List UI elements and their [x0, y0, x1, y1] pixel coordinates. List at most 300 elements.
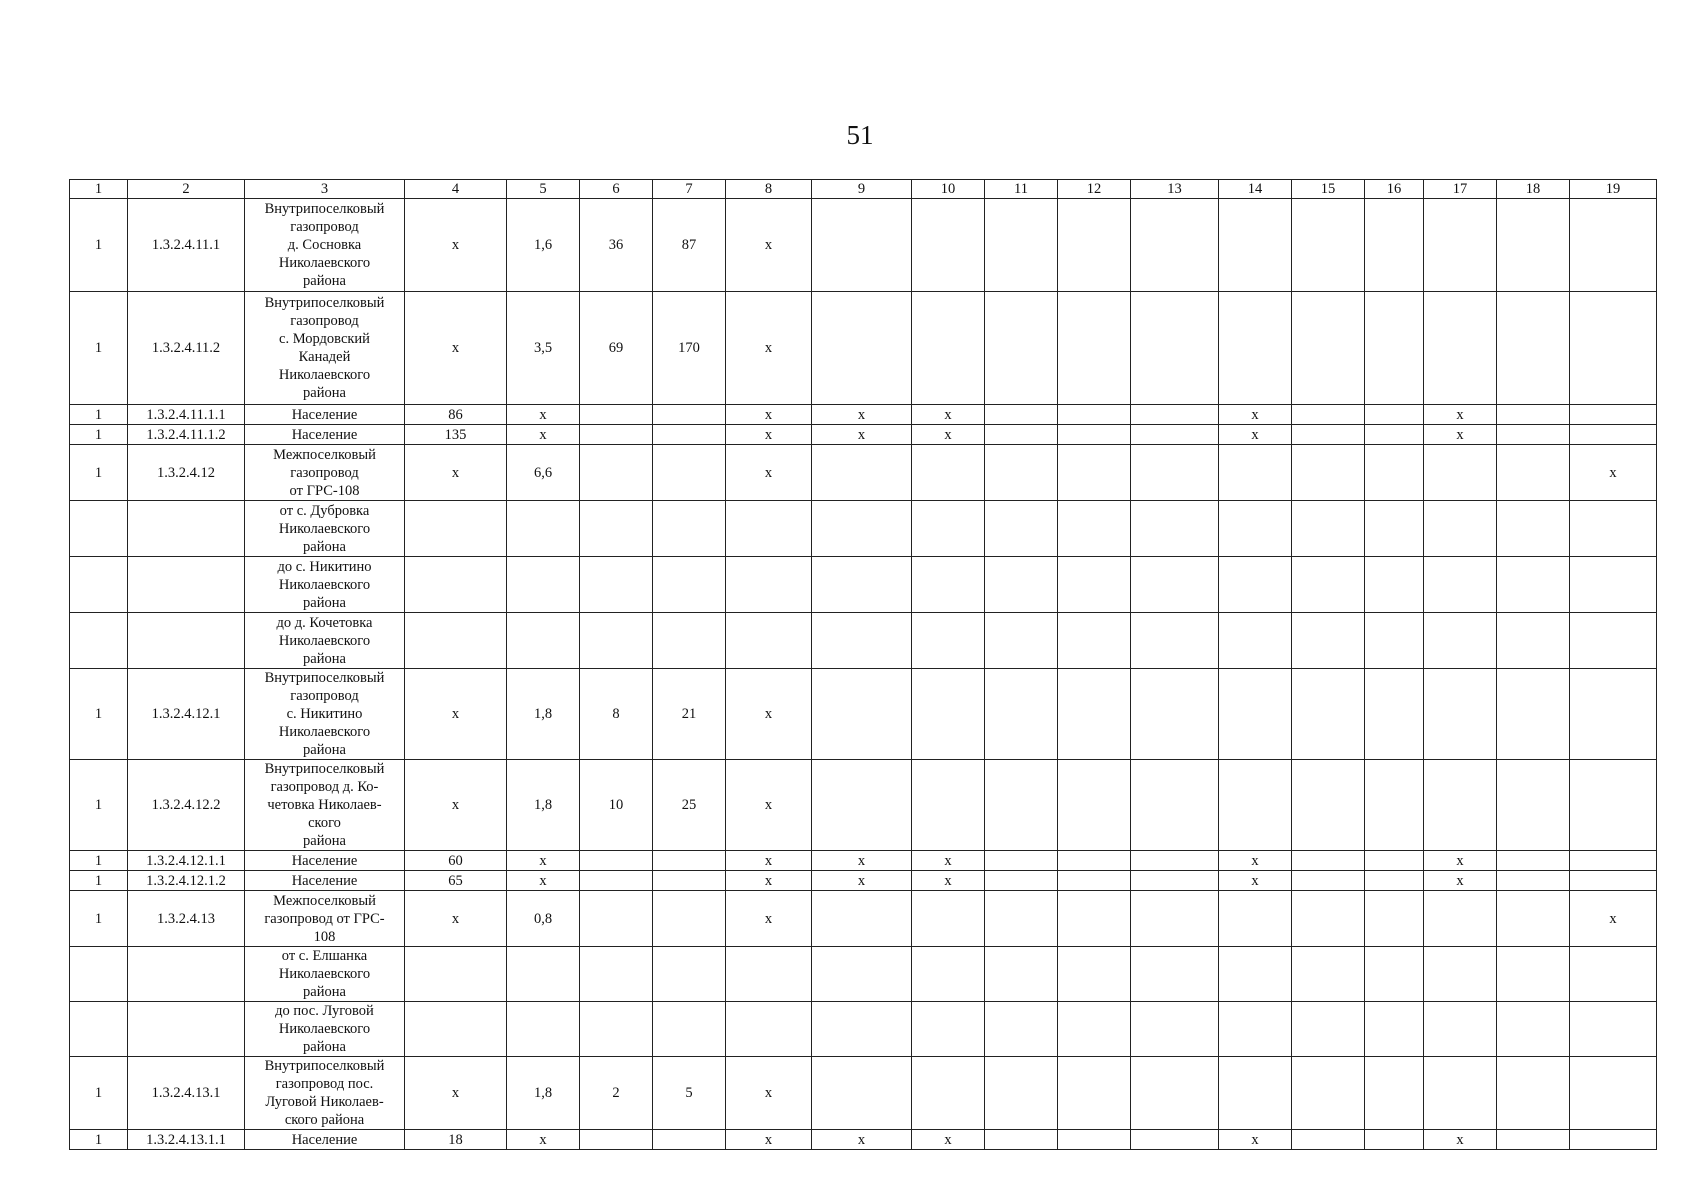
value-col-16	[1365, 1130, 1424, 1150]
value-col-11	[985, 501, 1058, 557]
value-col-15	[1292, 947, 1365, 1002]
table-body	[70, 180, 1657, 1150]
value-col-9	[812, 1002, 912, 1057]
value-col-16	[1365, 425, 1424, 445]
header-row	[70, 180, 1657, 199]
value-col-7	[653, 871, 726, 891]
column-number-16: 16	[1365, 180, 1424, 199]
value-col-11	[985, 669, 1058, 760]
value-col-17: x	[1424, 405, 1497, 425]
value-col-10	[912, 1057, 985, 1130]
value-col-18	[1497, 425, 1570, 445]
value-col-11	[985, 1057, 1058, 1130]
value-col-4: x	[405, 1057, 507, 1130]
value-col-9	[812, 292, 912, 405]
value-col-4	[405, 557, 507, 613]
value-col-8: x	[726, 199, 812, 292]
value-col-4: x	[405, 199, 507, 292]
value-col-12	[1058, 501, 1131, 557]
value-col-16	[1365, 1057, 1424, 1130]
value-col-8	[726, 947, 812, 1002]
page-number: 51	[846, 120, 874, 150]
table-row	[70, 405, 1657, 425]
column-number-12: 12	[1058, 180, 1131, 199]
table-row	[70, 851, 1657, 871]
value-col-15	[1292, 445, 1365, 501]
value-col-10: x	[912, 1130, 985, 1150]
value-col-14	[1219, 613, 1292, 669]
value-col-14: x	[1219, 405, 1292, 425]
value-col-7: 5	[653, 1057, 726, 1130]
item-code: 1.3.2.4.12	[128, 445, 245, 501]
value-col-9	[812, 613, 912, 669]
value-col-5: x	[507, 851, 580, 871]
value-col-17	[1424, 1002, 1497, 1057]
value-col-14	[1219, 669, 1292, 760]
value-col-11	[985, 613, 1058, 669]
table-row	[70, 891, 1657, 947]
value-col-7	[653, 405, 726, 425]
value-col-14	[1219, 445, 1292, 501]
value-col-16	[1365, 1002, 1424, 1057]
value-col-13	[1131, 292, 1219, 405]
value-col-14: x	[1219, 425, 1292, 445]
value-col-11	[985, 891, 1058, 947]
value-col-14	[1219, 501, 1292, 557]
value-col-6	[580, 501, 653, 557]
value-col-17	[1424, 947, 1497, 1002]
item-code	[128, 613, 245, 669]
value-col-15	[1292, 1002, 1365, 1057]
value-col-4: 60	[405, 851, 507, 871]
value-col-17	[1424, 760, 1497, 851]
value-col-18	[1497, 1057, 1570, 1130]
item-code: 1.3.2.4.11.1.2	[128, 425, 245, 445]
value-col-13	[1131, 425, 1219, 445]
column-number-13: 13	[1131, 180, 1219, 199]
value-col-13	[1131, 557, 1219, 613]
value-col-18	[1497, 613, 1570, 669]
value-col-13	[1131, 871, 1219, 891]
value-col-19	[1570, 292, 1657, 405]
value-col-4: 86	[405, 405, 507, 425]
value-col-12	[1058, 1002, 1131, 1057]
value-col-19	[1570, 1002, 1657, 1057]
row-index: 1	[70, 1057, 128, 1130]
table-row	[70, 1130, 1657, 1150]
value-col-17: x	[1424, 871, 1497, 891]
table-row	[70, 199, 1657, 292]
value-col-6	[580, 613, 653, 669]
value-col-7: 21	[653, 669, 726, 760]
value-col-9	[812, 557, 912, 613]
value-col-13	[1131, 405, 1219, 425]
value-col-19: x	[1570, 891, 1657, 947]
item-code: 1.3.2.4.13.1.1	[128, 1130, 245, 1150]
value-col-11	[985, 947, 1058, 1002]
object-name: до д. Кочетовка Николаевского района	[245, 613, 405, 669]
value-col-8: x	[726, 891, 812, 947]
value-col-12	[1058, 613, 1131, 669]
value-col-8: x	[726, 669, 812, 760]
value-col-19	[1570, 871, 1657, 891]
value-col-15	[1292, 199, 1365, 292]
value-col-5: 1,8	[507, 760, 580, 851]
value-col-18	[1497, 199, 1570, 292]
value-col-16	[1365, 613, 1424, 669]
value-col-9	[812, 669, 912, 760]
value-col-11	[985, 445, 1058, 501]
value-col-19	[1570, 947, 1657, 1002]
value-col-18	[1497, 405, 1570, 425]
value-col-15	[1292, 292, 1365, 405]
object-name: Межпоселковый газопровод от ГРС- 108	[245, 891, 405, 947]
item-code: 1.3.2.4.12.1.2	[128, 871, 245, 891]
value-col-5: 6,6	[507, 445, 580, 501]
table-row	[70, 871, 1657, 891]
value-col-9: x	[812, 851, 912, 871]
value-col-7: 87	[653, 199, 726, 292]
column-number-10: 10	[912, 180, 985, 199]
row-index: 1	[70, 199, 128, 292]
value-col-17	[1424, 557, 1497, 613]
value-col-19	[1570, 1130, 1657, 1150]
value-col-16	[1365, 669, 1424, 760]
value-col-15	[1292, 891, 1365, 947]
value-col-5: x	[507, 1130, 580, 1150]
value-col-7	[653, 501, 726, 557]
object-name: Внутрипоселковый газопровод д. Ко- четовка Николаев- ского района	[245, 760, 405, 851]
value-col-8: x	[726, 851, 812, 871]
value-col-13	[1131, 613, 1219, 669]
value-col-12	[1058, 851, 1131, 871]
value-col-6: 69	[580, 292, 653, 405]
value-col-6	[580, 557, 653, 613]
value-col-6	[580, 445, 653, 501]
value-col-13	[1131, 669, 1219, 760]
object-name: Внутрипоселковый газопровод д. Сосновка Николаевского района	[245, 199, 405, 292]
value-col-5: 1,8	[507, 669, 580, 760]
table-row	[70, 1057, 1657, 1130]
value-col-12	[1058, 891, 1131, 947]
value-col-17: x	[1424, 425, 1497, 445]
value-col-18	[1497, 445, 1570, 501]
value-col-5: x	[507, 405, 580, 425]
value-col-6	[580, 425, 653, 445]
value-col-13	[1131, 199, 1219, 292]
value-col-16	[1365, 891, 1424, 947]
value-col-11	[985, 199, 1058, 292]
value-col-7	[653, 425, 726, 445]
table-row	[70, 292, 1657, 405]
value-col-14	[1219, 292, 1292, 405]
value-col-8: x	[726, 760, 812, 851]
value-col-16	[1365, 871, 1424, 891]
value-col-14	[1219, 1002, 1292, 1057]
value-col-19	[1570, 199, 1657, 292]
table-row	[70, 669, 1657, 760]
row-index: 1	[70, 1130, 128, 1150]
value-col-6	[580, 1130, 653, 1150]
item-code: 1.3.2.4.13	[128, 891, 245, 947]
value-col-4	[405, 613, 507, 669]
value-col-8	[726, 1002, 812, 1057]
value-col-5: 1,8	[507, 1057, 580, 1130]
item-code	[128, 557, 245, 613]
value-col-12	[1058, 760, 1131, 851]
value-col-14	[1219, 891, 1292, 947]
table-row	[70, 501, 1657, 557]
row-index: 1	[70, 445, 128, 501]
value-col-16	[1365, 405, 1424, 425]
row-index: 1	[70, 891, 128, 947]
value-col-15	[1292, 871, 1365, 891]
value-col-14	[1219, 1057, 1292, 1130]
item-code: 1.3.2.4.11.2	[128, 292, 245, 405]
item-code: 1.3.2.4.11.1.1	[128, 405, 245, 425]
value-col-4: x	[405, 292, 507, 405]
value-col-5	[507, 501, 580, 557]
column-number-7: 7	[653, 180, 726, 199]
table-row	[70, 445, 1657, 501]
value-col-9: x	[812, 1130, 912, 1150]
value-col-7: 25	[653, 760, 726, 851]
value-col-19	[1570, 851, 1657, 871]
value-col-7	[653, 891, 726, 947]
value-col-16	[1365, 760, 1424, 851]
value-col-4: 135	[405, 425, 507, 445]
value-col-7	[653, 947, 726, 1002]
value-col-13	[1131, 891, 1219, 947]
value-col-12	[1058, 405, 1131, 425]
value-col-18	[1497, 292, 1570, 405]
value-col-6	[580, 405, 653, 425]
value-col-19	[1570, 613, 1657, 669]
item-code: 1.3.2.4.12.2	[128, 760, 245, 851]
object-name: Межпоселковый газопровод от ГРС-108	[245, 445, 405, 501]
value-col-11	[985, 425, 1058, 445]
value-col-4: 18	[405, 1130, 507, 1150]
value-col-4: x	[405, 760, 507, 851]
value-col-17: x	[1424, 1130, 1497, 1150]
item-code	[128, 1002, 245, 1057]
value-col-15	[1292, 669, 1365, 760]
value-col-19	[1570, 501, 1657, 557]
object-name: Население	[245, 851, 405, 871]
value-col-16	[1365, 557, 1424, 613]
object-name: до пос. Луговой Николаевского района	[245, 1002, 405, 1057]
value-col-9: x	[812, 871, 912, 891]
value-col-9	[812, 891, 912, 947]
value-col-12	[1058, 445, 1131, 501]
row-index: 1	[70, 871, 128, 891]
row-index: 1	[70, 760, 128, 851]
value-col-4: x	[405, 891, 507, 947]
value-col-5: x	[507, 425, 580, 445]
value-col-9: x	[812, 425, 912, 445]
value-col-15	[1292, 1130, 1365, 1150]
table-row	[70, 613, 1657, 669]
column-number-1: 1	[70, 180, 128, 199]
value-col-5: x	[507, 871, 580, 891]
item-code	[128, 947, 245, 1002]
item-code: 1.3.2.4.13.1	[128, 1057, 245, 1130]
value-col-10: x	[912, 425, 985, 445]
value-col-11	[985, 851, 1058, 871]
value-col-10	[912, 557, 985, 613]
value-col-15	[1292, 613, 1365, 669]
value-col-10	[912, 445, 985, 501]
value-col-4: x	[405, 669, 507, 760]
value-col-18	[1497, 871, 1570, 891]
item-code: 1.3.2.4.11.1	[128, 199, 245, 292]
value-col-16	[1365, 501, 1424, 557]
value-col-4	[405, 501, 507, 557]
value-col-9	[812, 947, 912, 1002]
column-number-9: 9	[812, 180, 912, 199]
value-col-11	[985, 292, 1058, 405]
value-col-8: x	[726, 405, 812, 425]
value-col-14	[1219, 199, 1292, 292]
value-col-13	[1131, 1002, 1219, 1057]
value-col-16	[1365, 199, 1424, 292]
value-col-6: 36	[580, 199, 653, 292]
object-name: Население	[245, 871, 405, 891]
value-col-5	[507, 613, 580, 669]
value-col-8	[726, 557, 812, 613]
value-col-6	[580, 1002, 653, 1057]
value-col-10	[912, 501, 985, 557]
value-col-8: x	[726, 445, 812, 501]
object-name: от с. Елшанка Николаевского района	[245, 947, 405, 1002]
value-col-12	[1058, 199, 1131, 292]
value-col-9: x	[812, 405, 912, 425]
value-col-11	[985, 871, 1058, 891]
value-col-9	[812, 760, 912, 851]
data-table	[69, 179, 1657, 1150]
value-col-10	[912, 199, 985, 292]
value-col-13	[1131, 1057, 1219, 1130]
value-col-6	[580, 947, 653, 1002]
value-col-17: x	[1424, 851, 1497, 871]
value-col-11	[985, 405, 1058, 425]
value-col-8	[726, 501, 812, 557]
value-col-15	[1292, 405, 1365, 425]
column-number-14: 14	[1219, 180, 1292, 199]
value-col-4	[405, 1002, 507, 1057]
value-col-12	[1058, 557, 1131, 613]
value-col-8	[726, 613, 812, 669]
value-col-18	[1497, 501, 1570, 557]
value-col-10	[912, 669, 985, 760]
value-col-17	[1424, 613, 1497, 669]
value-col-8: x	[726, 425, 812, 445]
column-number-3: 3	[245, 180, 405, 199]
row-index: 1	[70, 851, 128, 871]
value-col-12	[1058, 1057, 1131, 1130]
value-col-10	[912, 947, 985, 1002]
value-col-17	[1424, 1057, 1497, 1130]
value-col-5	[507, 557, 580, 613]
column-number-8: 8	[726, 180, 812, 199]
value-col-17	[1424, 501, 1497, 557]
column-number-6: 6	[580, 180, 653, 199]
value-col-9	[812, 501, 912, 557]
value-col-18	[1497, 760, 1570, 851]
value-col-14: x	[1219, 1130, 1292, 1150]
row-index	[70, 501, 128, 557]
object-name: Население	[245, 1130, 405, 1150]
value-col-7: 170	[653, 292, 726, 405]
value-col-17	[1424, 891, 1497, 947]
value-col-13	[1131, 1130, 1219, 1150]
value-col-7	[653, 1002, 726, 1057]
value-col-9	[812, 1057, 912, 1130]
column-number-15: 15	[1292, 180, 1365, 199]
row-index	[70, 613, 128, 669]
value-col-18	[1497, 947, 1570, 1002]
value-col-9	[812, 445, 912, 501]
value-col-16	[1365, 445, 1424, 501]
value-col-10	[912, 292, 985, 405]
value-col-13	[1131, 501, 1219, 557]
row-index: 1	[70, 425, 128, 445]
value-col-5: 0,8	[507, 891, 580, 947]
column-number-18: 18	[1497, 180, 1570, 199]
table-row	[70, 1002, 1657, 1057]
value-col-13	[1131, 445, 1219, 501]
value-col-18	[1497, 891, 1570, 947]
value-col-8: x	[726, 292, 812, 405]
value-col-18	[1497, 1002, 1570, 1057]
row-index: 1	[70, 292, 128, 405]
value-col-16	[1365, 851, 1424, 871]
value-col-12	[1058, 292, 1131, 405]
item-code: 1.3.2.4.12.1	[128, 669, 245, 760]
row-index	[70, 1002, 128, 1057]
value-col-10	[912, 613, 985, 669]
value-col-6	[580, 851, 653, 871]
value-col-5	[507, 947, 580, 1002]
value-col-15	[1292, 425, 1365, 445]
value-col-6: 2	[580, 1057, 653, 1130]
value-col-5: 3,5	[507, 292, 580, 405]
value-col-7	[653, 613, 726, 669]
value-col-10	[912, 760, 985, 851]
value-col-9	[812, 199, 912, 292]
item-code: 1.3.2.4.12.1.1	[128, 851, 245, 871]
value-col-11	[985, 557, 1058, 613]
value-col-12	[1058, 947, 1131, 1002]
row-index: 1	[70, 669, 128, 760]
value-col-19: x	[1570, 445, 1657, 501]
value-col-19	[1570, 557, 1657, 613]
value-col-17	[1424, 445, 1497, 501]
value-col-18	[1497, 669, 1570, 760]
value-col-17	[1424, 199, 1497, 292]
value-col-17	[1424, 669, 1497, 760]
object-name: от с. Дубровка Николаевского района	[245, 501, 405, 557]
row-index: 1	[70, 405, 128, 425]
value-col-10: x	[912, 871, 985, 891]
value-col-11	[985, 1130, 1058, 1150]
value-col-10: x	[912, 405, 985, 425]
object-name: Внутрипоселковый газопровод с. Никитино Николаевского района	[245, 669, 405, 760]
value-col-12	[1058, 669, 1131, 760]
value-col-6: 8	[580, 669, 653, 760]
item-code	[128, 501, 245, 557]
value-col-13	[1131, 851, 1219, 871]
